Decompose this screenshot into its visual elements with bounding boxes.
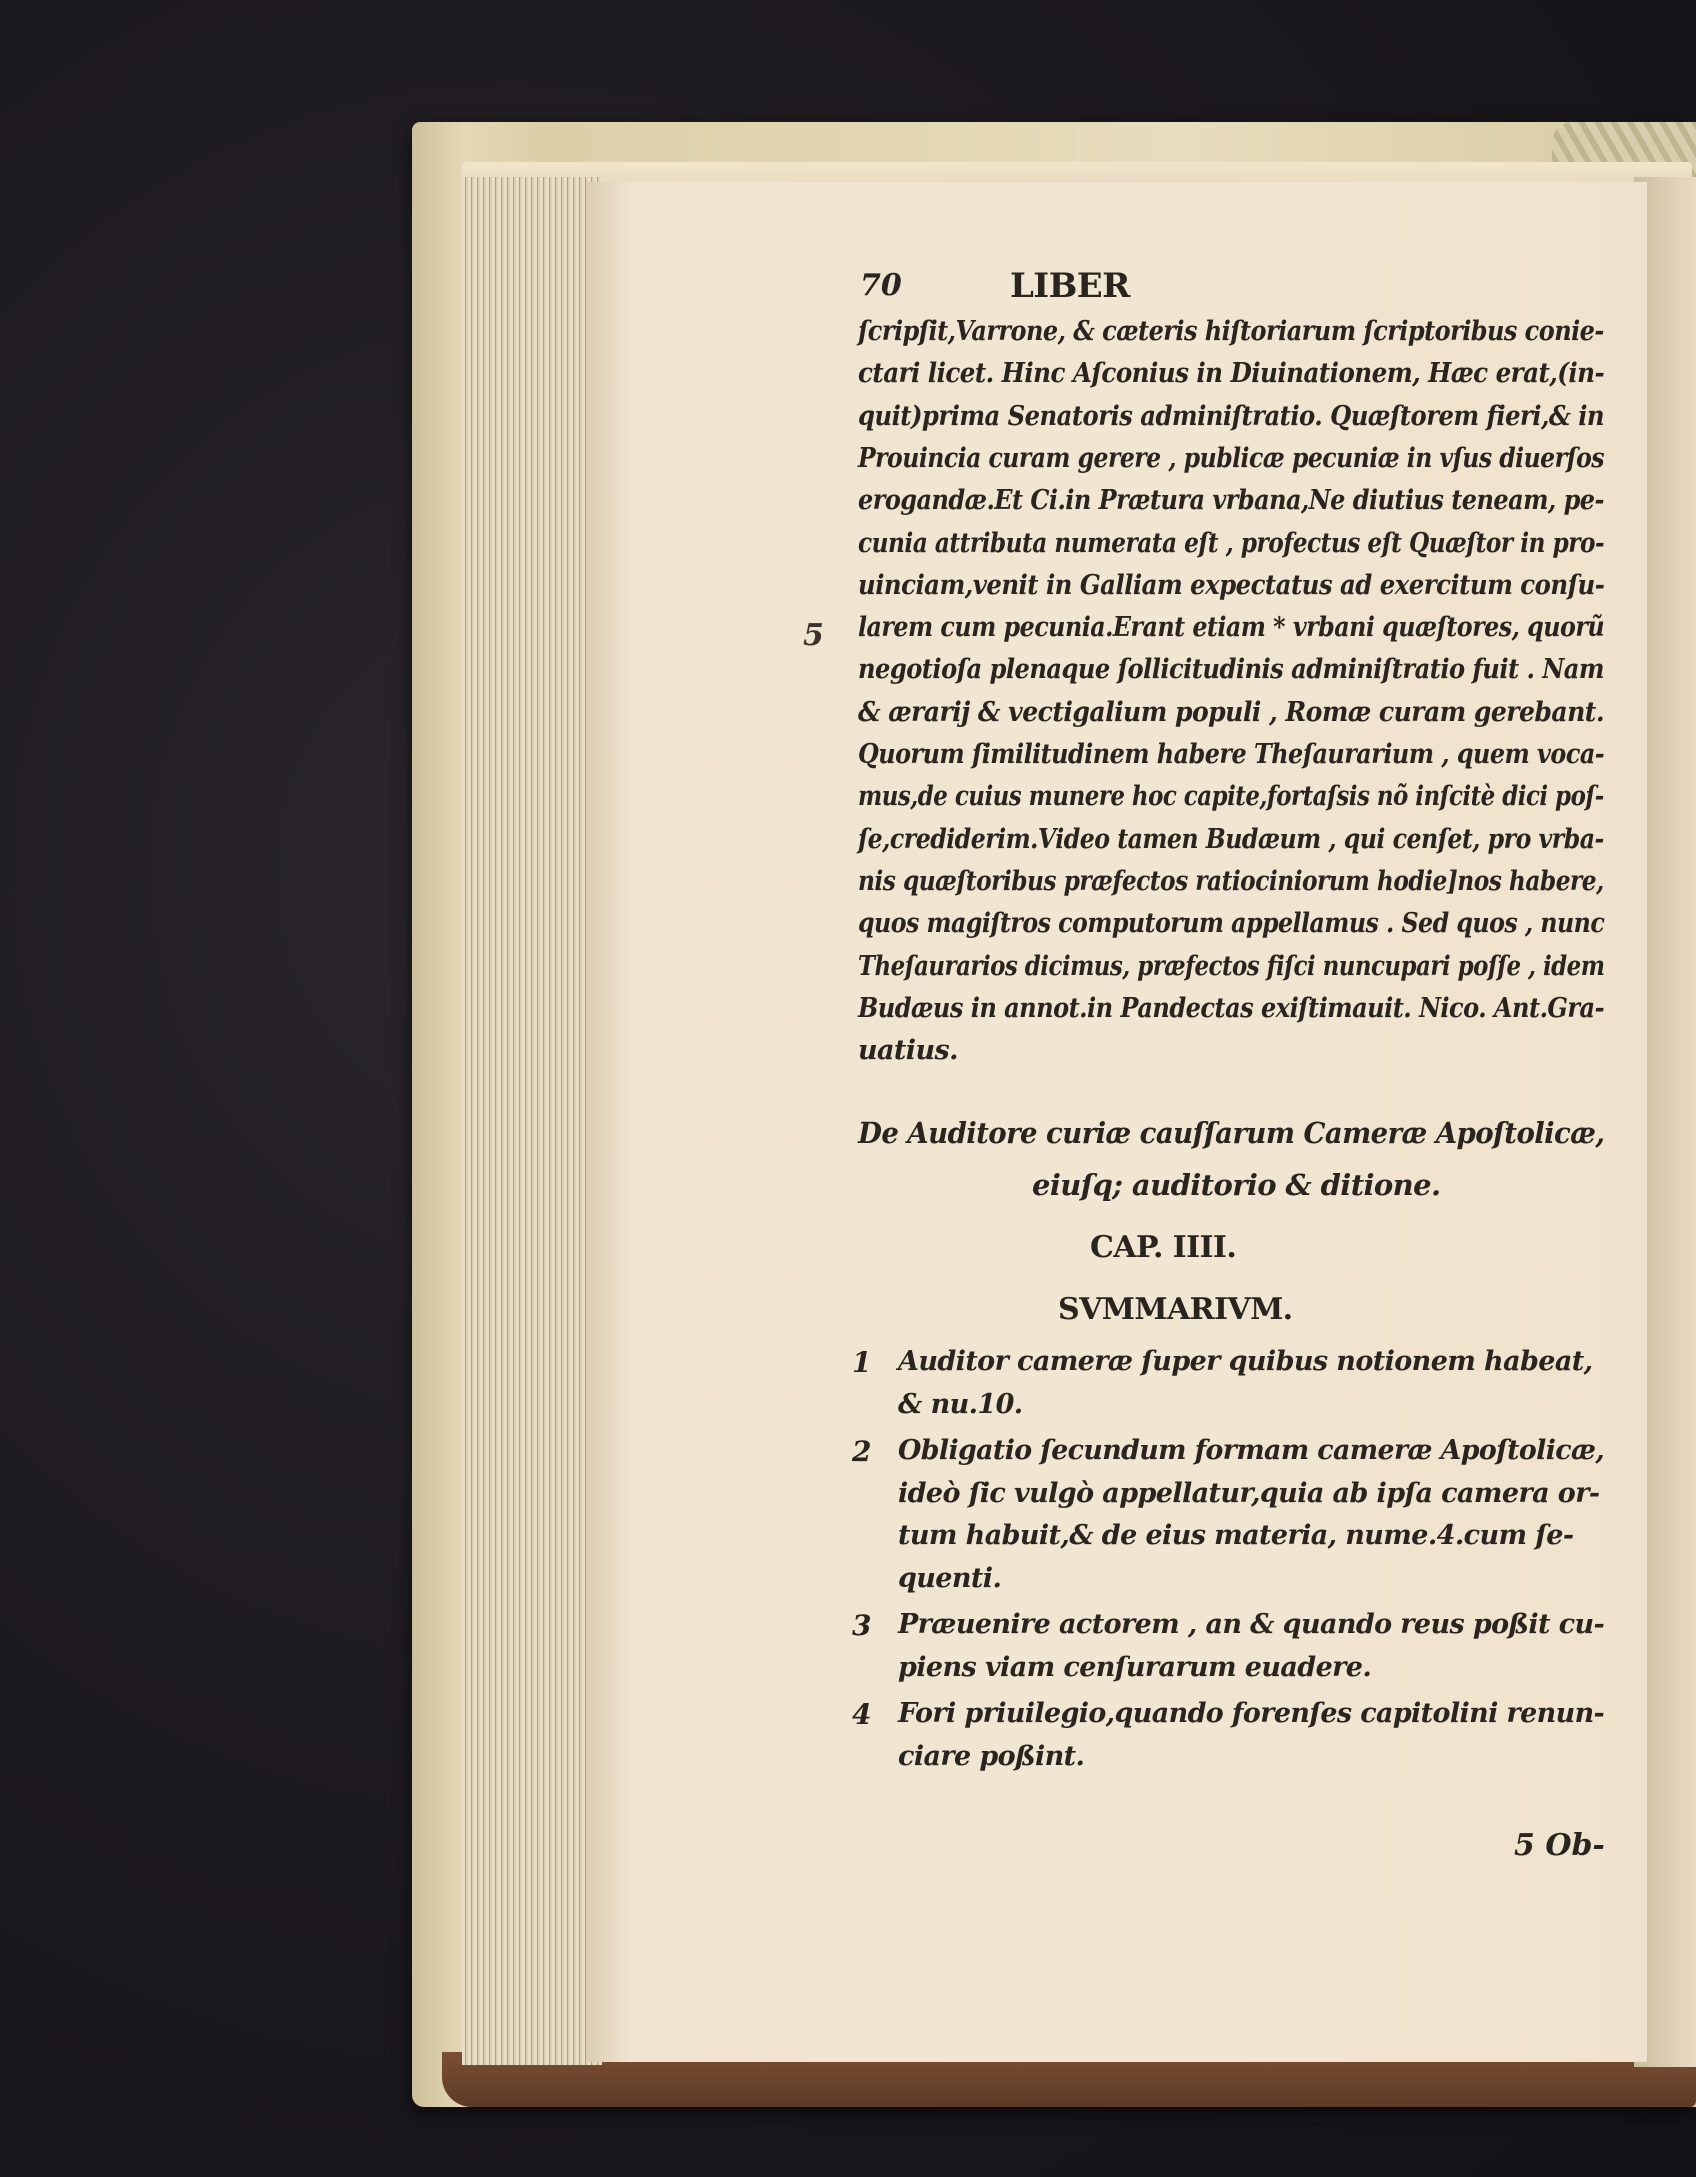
summary-item-line: tum habuit,& de eius materia, nume.4.cum ſe-: [898, 1520, 1574, 1551]
body-line: Quorum ſimilitudinem habere Theſaurarium , quem voca-: [858, 739, 1605, 770]
summary-item-line: & nu.10.: [898, 1388, 1023, 1420]
summary-item-line: quenti.: [898, 1562, 1002, 1594]
summarium-label: SVMMARIVM.: [1058, 1292, 1293, 1327]
body-line: & ærarij & vectigalium populi , Romæ curam gerebant.: [858, 696, 1605, 728]
summary-item-line: Auditor cameræ ſuper quibus notionem habeat,: [898, 1346, 1593, 1377]
body-line: quos magiſtros computorum appellamus . Sed quos , nunc: [858, 908, 1605, 940]
body-line: larem cum pecunia.Erant etiam * vrbani quæſtores, quorũ: [858, 612, 1605, 644]
body-line: ctari licet. Hinc Aſconius in Diuinationem, Hæc erat,(in-: [858, 358, 1605, 390]
body-line: uatius.: [858, 1035, 958, 1067]
chapter-title-line1: De Auditore curiæ cauſſarum Cameræ Apoſtolicæ,: [858, 1116, 1605, 1150]
summary-item-line: ideò ſic vulgò appellatur,quia ab ipſa camera or-: [898, 1477, 1600, 1509]
summary-item-number: 1: [852, 1346, 872, 1379]
body-line: Budæus in annot.in Pandectas exiſtimauit. Nico. Ant.Gra-: [858, 992, 1605, 1024]
summary-item-line: piens viam cenſurarum euadere.: [898, 1651, 1372, 1683]
body-line: quit)prima Senatoris adminiſtratio. Quæſtorem fieri,& in: [858, 400, 1605, 432]
margin-note-number: 5: [803, 618, 824, 653]
body-line: uinciam,venit in Galliam expectatus ad exercitum conſu-: [858, 569, 1605, 601]
summary-item-line: Fori priuilegio,quando forenſes capitolini renun-: [898, 1698, 1605, 1729]
chapter-title-line2: eiuſq; auditorio & ditione.: [1032, 1168, 1441, 1202]
body-line: mus,de cuius munere hoc capite,fortaſsis nõ inſcitè dici poſ-: [858, 781, 1604, 813]
summary-item-line: ciare poßint.: [898, 1740, 1085, 1772]
summary-item-line: Obligatio ſecundum formam cameræ Apoſtolicæ,: [898, 1435, 1605, 1466]
running-head: LIBER: [1010, 266, 1130, 306]
page-number: 70: [860, 268, 902, 303]
body-line: cunia attributa numerata eſt , profectus eſt Quæſtor in pro-: [858, 527, 1605, 559]
summary-item-number: 2: [852, 1435, 872, 1468]
body-line: Theſaurarios dicimus, præfectos fiſci nuncupari poſſe , idem: [858, 950, 1605, 982]
body-line: ſcripſit,Varrone, & cæteris hiſtoriarum ſcriptoribus conie-: [858, 316, 1604, 347]
summary-item-line: Præuenire actorem , an & quando reus poßit cu-: [898, 1609, 1605, 1640]
body-line: ſe,crediderim.Video tamen Budæum , qui cenſet, pro vrba-: [858, 823, 1604, 855]
chapter-label: CAP. IIII.: [1090, 1230, 1237, 1265]
body-line: negotioſa plenaque ſollicitudinis adminiſtratio fuit . Nam: [858, 654, 1604, 686]
body-line: Prouincia curam gerere , publicæ pecuniæ in vſus diuerſos: [858, 442, 1605, 474]
body-line: nis quæſtoribus præfectos ratiociniorum hodie]nos habere,: [858, 865, 1604, 897]
summary-item-number: 3: [852, 1609, 872, 1642]
body-line: erogandæ.Et Ci.in Prætura vrbana,Ne diutius teneam, pe-: [858, 485, 1604, 517]
summary-item-number: 4: [852, 1698, 872, 1731]
catchword: 5 Ob-: [1514, 1828, 1605, 1863]
